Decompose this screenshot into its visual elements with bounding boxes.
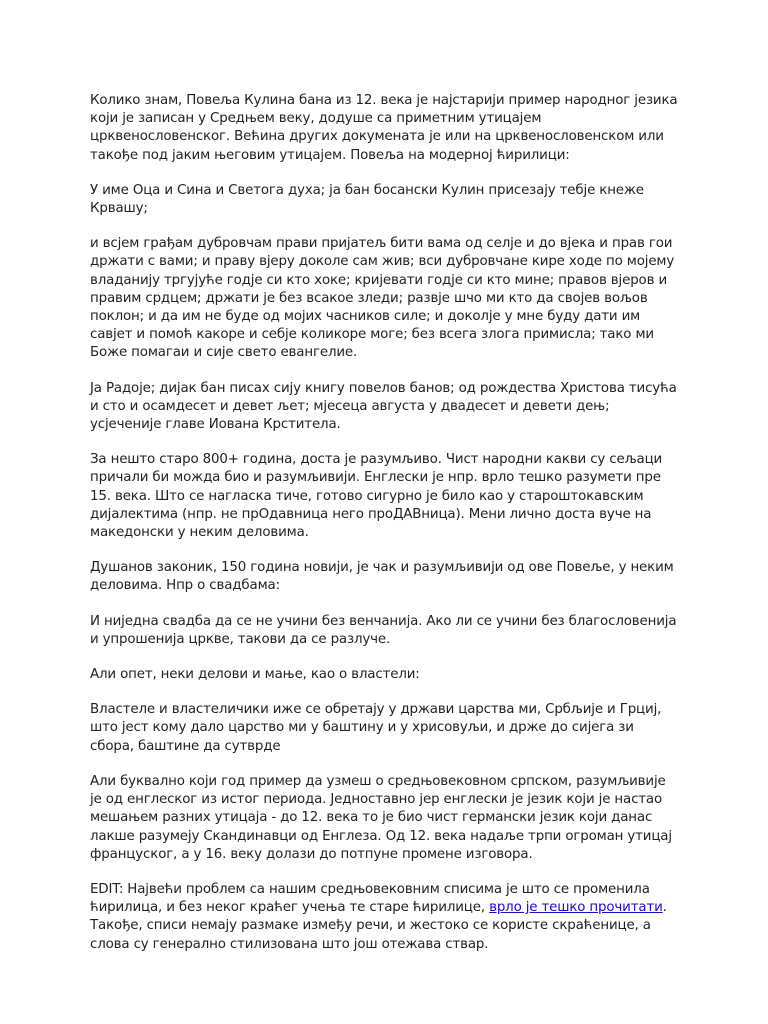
paragraph-english-comparison: Али буквално који год пример да узмеш о средњовековном српском, разумљивије је од енглеског из истог периода. Једноставно јер енглески је језик који је настао мешањем разних утицаја - до 12. века то је био чист германски језик који данас лакше разумеју Скандинавци од Енглеза. Од 12. века надаље трпи огроман утицај француског, а у 16. веку долази до потпуне промене изговора. [90,773,672,862]
edit-text-after-link: . Такође, списи немају размаке између речи, и жестоко се користе скраћенице, а слова су генерално стилизована што још отежава ствар. [90,900,667,952]
hard-to-read-link[interactable]: врло је тешко прочитати [489,900,663,916]
paragraph-nobility-quote: Властеле и властеличики иже се обретају у држави царства ми, Србљије и Грциј, што јест кому дало царство ми у баштину и у хрисовуљи, и држе до сијега зи сбора, баштине да сутврде [90,702,662,754]
paragraph-intro: Колико знам, Повеља Кулина бана из 12. века је најстарији пример народног језика који је записан у Средњем веку, додуше са приметним утицајем црквенословенског. Већина других докумената је или на црквенословенском или такође под јаким његовим утицајем. Повеља на модерној ћирилици: [90,93,678,163]
paragraph-charter-body: и всјем грађам дубровчам прави пријатељ бити вама од селје и до вјека и прав гои држати с вами; и праву вјеру доколе сам жив; вси дубровчане кире ходе по мојему владанију тргујуће годје си кто хоке; кријевати годје си кто мине; правов вјеров и правим срдцем; држати је без всакое зледи; развје шчо ми кто да својев вољов поклон; и да им не буде од мојих часников силе; и доколје у мне буду дати им савјет и помоћ какоре и себје коликоре моге; без всега злога примисла; тако ми Боже помагаи и сије свето евангелие. [90,236,675,361]
edit-text-before-link: EDIT: Највећи проблем са нашим средњовековним списима је што се променила ћирилица, и без неког краћег учења те старе ћирилице, [90,881,650,916]
document-body [90,92,680,971]
paragraph-charter-signature: Ја Радоје; дијак бан писах сију книгу повелов банов; од рождества Христова тисућа и сто и осамдесет и девет љет; мјесеца августа у двадесет и девети дењ; усјеченије главе Иована Крститела. [90,380,677,433]
paragraph-wedding-quote: И ниједна свадба да се не учини без венчанија. Ако ли се учини без благословенија и упрошенија цркве, такови да се разлуче. [90,613,677,647]
paragraph-nobility-intro: Али опет, неки делови и мање, као о властели: [90,667,420,683]
paragraph-commentary: За нешто старо 800+ година, доста је разумљиво. Чист народни какви су сељаци причали би можда био и разумљивији. Енглески је нпр. врло тешко разумети пре 15. века. Што се нагласка тиче, готово сигурно је било као у староштокавским дијалектима (нпр. не прОдавница него проДАВница). Мени лично доста вуче на македонски у неким деловима. [90,452,663,541]
paragraph-dusan-code-intro: Душанов законик, 150 година новији, је чак и разумљивији од ове Повеље, у неким деловима. Нпр о свадбама: [90,560,674,594]
paragraph-edit [90,881,680,954]
paragraph-charter-opening: У име Оца и Сина и Светога духа; ја бан босански Кулин присезају тебје кнеже Крвашу; [90,182,644,217]
